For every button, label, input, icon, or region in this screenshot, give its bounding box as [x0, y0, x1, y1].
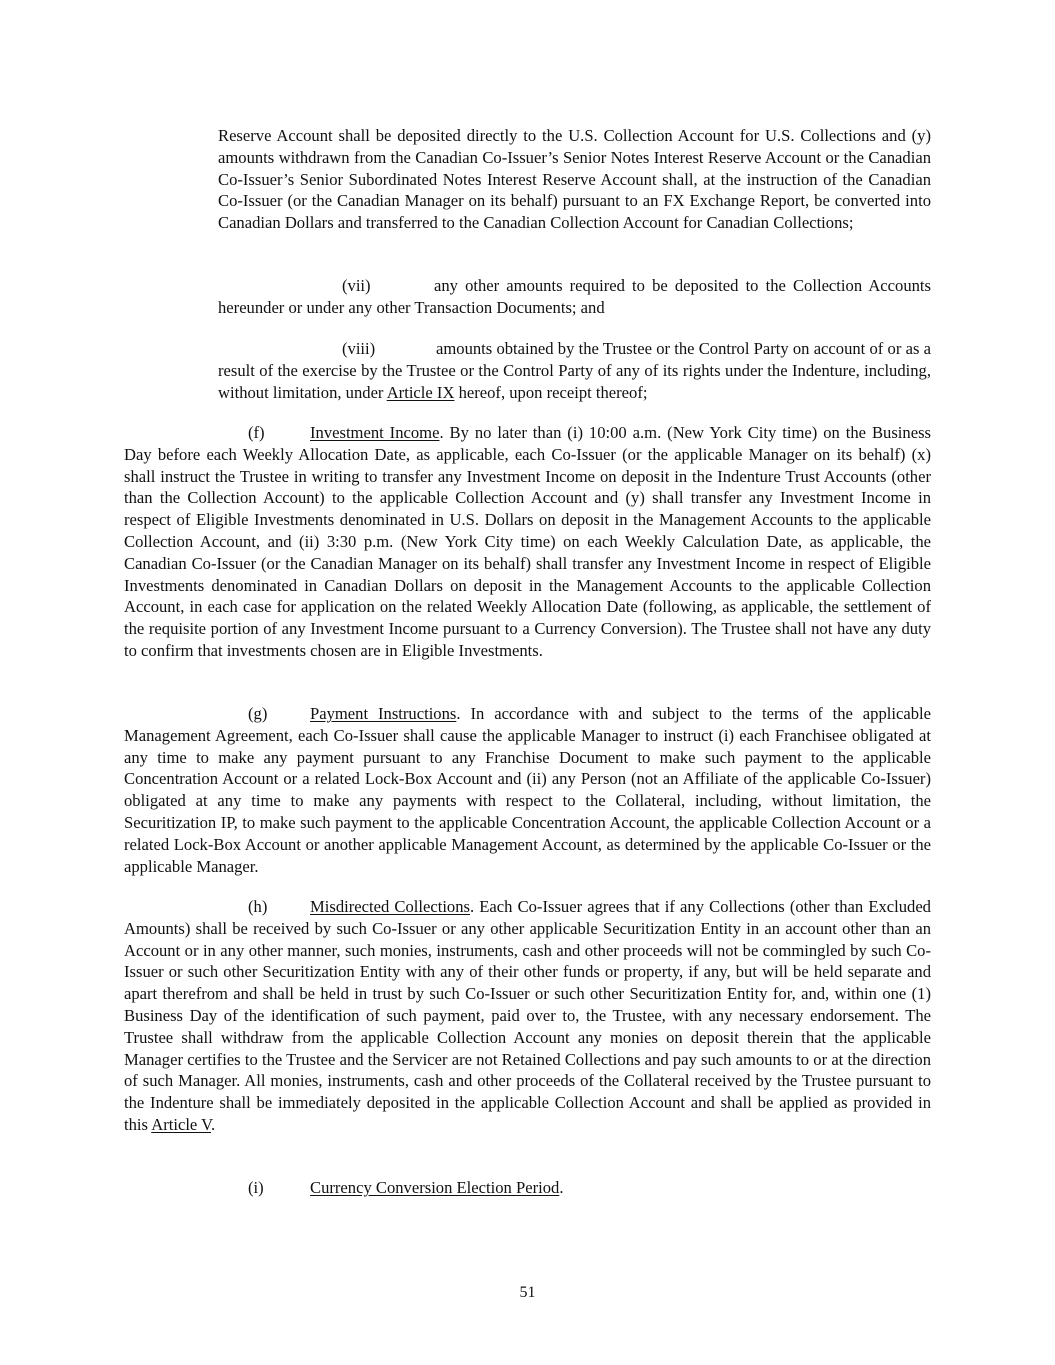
paragraph-f-investment-income: [124, 422, 931, 662]
section-heading: Currency Conversion Election Period: [310, 1178, 560, 1197]
paragraph-h-misdirected-collections: [124, 896, 931, 1136]
clause-number: (viii): [342, 339, 376, 358]
section-number: (g): [248, 704, 268, 723]
article-v-reference: Article V: [151, 1114, 211, 1134]
section-heading: Misdirected Collections: [310, 897, 470, 916]
paragraph-g-payment-instructions: [124, 703, 931, 877]
page-number: 51: [519, 1284, 536, 1301]
section-heading: Payment Instructions: [310, 704, 457, 723]
section-heading: Investment Income: [310, 423, 440, 442]
paragraph-text: any other amounts required to be deposited to the Collection Accounts hereunder or under any other Transaction Documents; and: [218, 276, 931, 317]
paragraph-viii: [218, 338, 931, 403]
paragraph-text: . By no later than (i) 10:00 a.m. (New York City time) on the Business Day before each Weekly Allocation Date, as applicable, each Co-Issuer (or the applicable Manager on its behalf) (x) shall instruct the Trustee in writing to transfer any Investment Income on deposit in the Indenture Trust Accounts (other than the Collection Account) to the applicable Collection Account and (y) shall transfer any Investment Income in respect of Eligible Investments denominated in U.S. Dollars on deposit in the Management Accounts to the applicable Collection Account, and (ii) 3:30 p.m. (New York City time) on each Weekly Calculation Date, as applicable, the Canadian Co-Issuer (or the Canadian Manager on its behalf) shall transfer any Investment Income in respect of Eligible Investments denominated in Canadian Dollars on deposit in the Management Accounts to the applicable Collection Account, in each case for application on the related Weekly Allocation Date (following, as applicable, the settlement of the requisite portion of any Investment Income pursuant to a Currency Conversion). The Trustee shall not have any duty to confirm that investments chosen are in Eligible Investments.: [124, 423, 931, 660]
paragraph-text: Reserve Account shall be deposited directly to the U.S. Collection Account for U.S. Collections and (y) amounts withdrawn from the Canadian Co-Issuer’s Senior Notes Interest Reserve Account or the Canadian Co-Issuer’s Senior Subordinated Notes Interest Reserve Account shall, at the instruction of the Canadian Co-Issuer (or the Canadian Manager on its behalf) pursuant to an FX Exchange Report, be converted into Canadian Dollars and transferred to the Canadian Collection Account for Canadian Collections;: [218, 126, 931, 233]
clause-number: (vii): [342, 276, 371, 295]
paragraph-text: amounts obtained by the Trustee or the Control Party on account of or as a result of the exercise by the Trustee or the Control Party of any of its rights under the Indenture, including, without limitation, under: [218, 339, 931, 402]
paragraph-text: . In accordance with and subject to the terms of the applicable Management Agreement, each Co-Issuer shall cause the applicable Manager to instruct (i) each Franchisee obligated at any time to make any payment pursuant to any Franchise Document to make such payment to the applicable Concentration Account or a related Lock-Box Account and (ii) any Person (not an Affiliate of the applicable Co-Issuer) obligated at any time to make any payments with respect to the Collateral, including, without limitation, the Securitization IP, to make such payment to the applicable Concentration Account, the applicable Collection Account or a related Lock-Box Account or another applicable Management Account, as determined by the applicable Co-Issuer or the applicable Manager.: [124, 704, 931, 876]
paragraph-text: hereof, upon receipt thereof;: [454, 382, 648, 402]
paragraph-text: .: [210, 1114, 216, 1134]
article-ix-reference: Article IX: [386, 382, 455, 402]
paragraph-i-currency-conversion: [124, 1177, 931, 1199]
section-number: (f): [248, 423, 265, 442]
section-number: (h): [248, 897, 268, 916]
paragraph-vii: [218, 275, 931, 319]
paragraph-continuation: [218, 125, 931, 234]
section-number: (i): [248, 1178, 264, 1197]
paragraph-text: .: [559, 1178, 564, 1197]
paragraph-text: . Each Co-Issuer agrees that if any Collections (other than Excluded Amounts) shall be received by such Co-Issuer or any other applicable Securitization Entity in an account other than an Account or in any other manner, such monies, instruments, cash and other proceeds will not be commingled by such Co-Issuer or such other Securitization Entity with any of their other funds or property, if any, but will be held separate and apart therefrom and shall be held in trust by such Co-Issuer or such other Securitization Entity for, and, within one (1) Business Day of the identification of such payment, paid over to, the Trustee, with any necessary endorsement. The Trustee shall withdraw from the applicable Collection Account any monies on deposit therein that the applicable Manager certifies to the Trustee and the Servicer are not Retained Collections and pay such amounts to or at the direction of such Manager. All monies, instruments, cash and other proceeds of the Collateral received by the Trustee pursuant to the Indenture shall be immediately deposited in the applicable Collection Account and shall be applied as provided in this: [124, 897, 931, 1134]
